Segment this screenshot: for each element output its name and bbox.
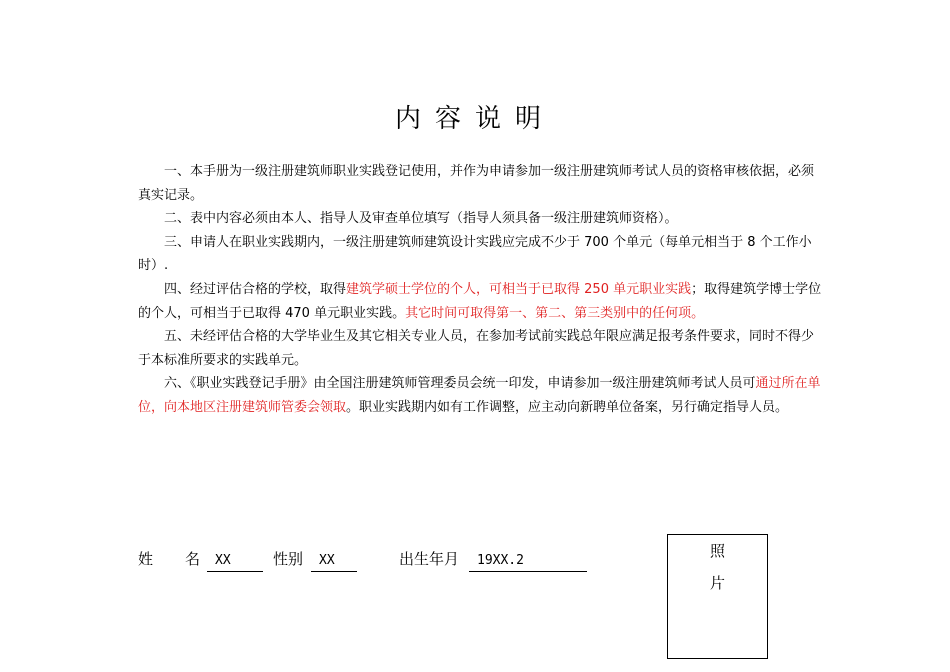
photo-box[interactable] xyxy=(667,534,768,659)
paragraph-6-text-a: 六、《职业实践登记手册》由全国注册建筑师管理委员会统一印发，申请参加一级注册建筑师考试人员可 xyxy=(164,376,756,392)
photo-label-char-2: 片 xyxy=(709,574,725,592)
name-label-char-2: 名 xyxy=(185,550,201,568)
birth-label: 出生年月 xyxy=(399,550,460,568)
paragraph-4-text-a: 四、经过评估合格的学校，取得 xyxy=(164,281,347,297)
paragraph-2: 二、表中内容必须由本人、指导人及审查单位填写（指导人须具备一级注册建筑师资格）。 xyxy=(164,211,678,227)
paragraph-6-highlight: 通过所在单位，向本地区注册建筑师管委会领取 xyxy=(138,376,821,415)
paragraph-4 xyxy=(138,278,826,325)
birth-field[interactable]: 19XX.2 xyxy=(469,551,587,572)
paragraph-5: 五、未经评估合格的大学毕业生及其它相关专业人员，在参加考试前实践总年限应满足报考条件要求，同时不得少于本标准所要求的实践单元。 xyxy=(138,329,815,368)
paragraph-1: 一、本手册为一级注册建筑师职业实践登记使用，并作为申请参加一级注册建筑师考试人员的资格审核依据，必须真实记录。 xyxy=(138,164,815,203)
name-field[interactable]: XX xyxy=(207,551,263,572)
instructions-body xyxy=(138,160,826,420)
page-title: 内容说明 xyxy=(394,104,555,134)
paragraph-4-highlight-2: 其它时间可取得第一、第二、第三类别中的任何项。 xyxy=(405,305,705,321)
gender-field[interactable]: XX xyxy=(311,551,357,572)
name-label-char-1: 姓 xyxy=(138,550,154,568)
paragraph-3: 三、申请人在职业实践期内，一级注册建筑师建筑设计实践应完成不少于 700 个单元（每单元相当于 8 个工作小时）. xyxy=(138,234,812,274)
paragraph-6-text-b: 。职业实践期内如有工作调整，应主动向新聘单位备案，另行确定指导人员。 xyxy=(346,399,789,415)
paragraph-4-highlight-1: 建筑学硕士学位的个人，可相当于已取得 250 单元职业实践 xyxy=(346,281,692,297)
photo-label-char-1: 照 xyxy=(709,542,725,560)
paragraph-6 xyxy=(138,372,826,419)
gender-label: 性别 xyxy=(273,550,304,568)
paragraph-4-text-b: ；取得建筑学博士学位的个人，可相当于已取得 470 单元职业实践。 xyxy=(138,281,822,321)
personal-info-row xyxy=(138,548,638,574)
